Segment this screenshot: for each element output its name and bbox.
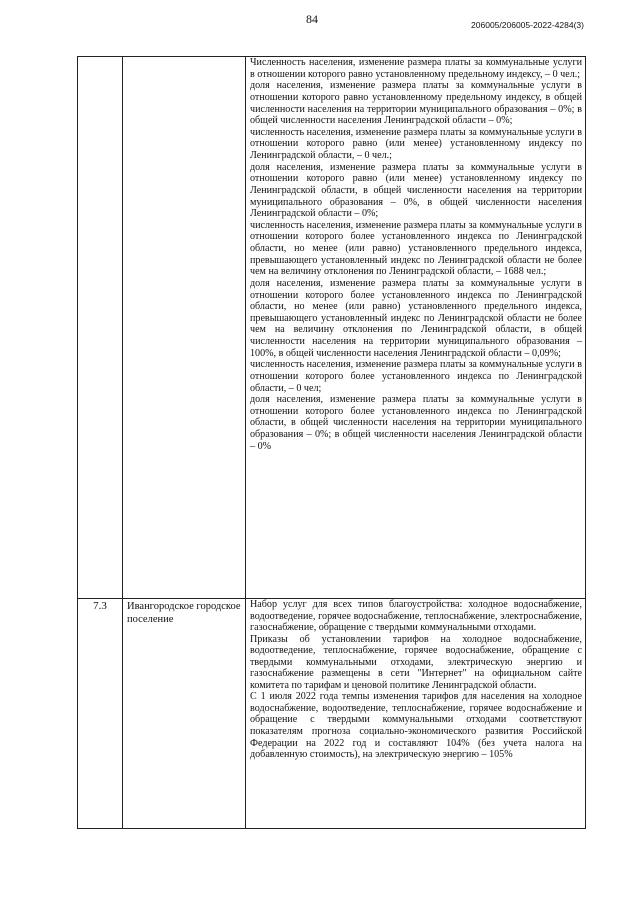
row-number bbox=[78, 57, 123, 599]
table-row bbox=[78, 599, 586, 829]
paragraph: доля населения, изменение размера платы за коммунальные услуги в отношении которого более установленного индекса по Ленинградской области, в общей численности населения на территории муниципального образования – 0%; в общей численности населения Ленинградской области – 0% bbox=[250, 394, 582, 452]
paragraph: доля населения, изменение размера платы за коммунальные услуги в отношении которого равно (или менее) установленному индексу по Ленинградской области, в общей численности населения на территории муниципального образования – 0%, в общей численности населения Ленинградской области – 0%; bbox=[250, 161, 582, 220]
municipality-table bbox=[77, 56, 586, 829]
paragraph: Набор услуг для всех типов благоустройства: холодное водоснабжение, водоотведение, горячее водоснабжение, теплоснабжение, электроснабжение, газоснабжение, обращение с твердыми коммунальными отходами. bbox=[250, 599, 582, 634]
municipality-name bbox=[123, 57, 246, 599]
page-number: 84 bbox=[306, 12, 318, 26]
paragraph: численность населения, изменение размера платы за коммунальные услуги в отношении которого более установленного индекса по Ленинградской области, – 0 чел; bbox=[250, 359, 582, 394]
document-id: 206005/206005-2022-4284(3) bbox=[471, 20, 584, 30]
description-cell bbox=[246, 57, 586, 599]
paragraph: Численность населения, изменение размера платы за коммунальные услуги в отношении которого равно установленному предельному индексу, – 0 чел.; bbox=[250, 57, 582, 80]
description-cell bbox=[246, 599, 586, 829]
paragraph: доля населения, изменение размера платы за коммунальные услуги в отношении которого равно установленному предельному индексу, в общей численности населения на территории муниципального образования – 0%; в общей численности населения Ленинградской области – 0%; bbox=[250, 80, 582, 127]
paragraph: Приказы об установлении тарифов на холодное водоснабжение, водоотведение, теплоснабжение, горячее водоснабжение, обращение с твердыми коммунальными отходами, электрическую энергию и газоснабжение размещены в сети "Интернет" на официальном сайте комитета по тарифам и ценовой политике Ленинградской области. bbox=[250, 633, 582, 691]
paragraph: численность населения, изменение размера платы за коммунальные услуги в отношении которого равно (или менее) установленному индексу по Ленинградской области, – 0 чел.; bbox=[250, 126, 582, 161]
paragraph: численность населения, изменение размера платы за коммунальные услуги в отношении которого более установленного индекса по Ленинградской области, но менее (или равно) установленного предельного индекса, превышающего установленный индекс по Ленинградской области не более чем на величину отклонения по Ленинградской области, – 1688 чел.; bbox=[250, 219, 582, 278]
paragraph: доля населения, изменение размера платы за коммунальные услуги в отношении которого более установленного индекса по Ленинградской области, но менее (или равно) установленного предельного индекса, превышающего установленный индекс по Ленинградской области не более чем на величину отклонения по Ленинградской области, в общей численности населения на территории муниципального образования – 100%, в общей численности населения Ленинградской области – 0,09%; bbox=[250, 277, 582, 359]
municipality-name: Ивангородское городское поселение bbox=[123, 599, 246, 829]
row-number: 7.3 bbox=[78, 599, 123, 829]
table-row bbox=[78, 57, 586, 599]
paragraph: С 1 июля 2022 года темпы изменения тарифов для населения на холодное водоснабжение, водоотведение, теплоснабжение, горячее водоснабжение и обращение с твердыми коммунальными отходами соответствуют показателям прогноза социально-экономического развития Российской Федерации на 2022 год и составляют 104% (без учета налога на добавленную стоимость), на электрическую энергию – 105% bbox=[250, 691, 582, 761]
